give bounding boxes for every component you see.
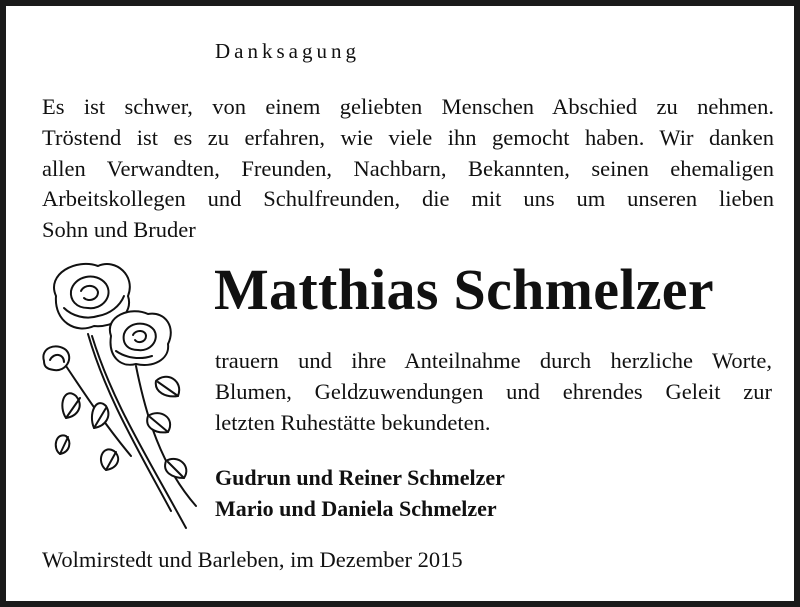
intro-line: allen Verwandten, Freunden, Nachbarn, Bekannten, seinen ehemaligen	[42, 155, 774, 181]
intro-line: Tröstend ist es zu erfahren, wie viele ihn gemocht haben. Wir danken	[42, 124, 774, 150]
thanks-paragraph	[215, 345, 772, 438]
roses-illustration-icon	[36, 256, 206, 541]
thanks-line: letzten Ruhestätte bekundeten.	[215, 410, 491, 435]
heading-danksagung: Danksagung	[215, 39, 360, 63]
signer-line: Gudrun und Reiner Schmelzer	[215, 465, 505, 490]
signers-block	[215, 462, 505, 524]
intro-line: Es ist schwer, von einem geliebten Menschen Abschied zu nehmen.	[42, 94, 774, 119]
thanks-line: Blumen, Geldzuwendungen und ehrendes Geleit zur	[215, 379, 772, 404]
intro-line: Sohn und Bruder	[42, 217, 196, 243]
thanks-line: trauern und ihre Anteilnahme durch herzliche Worte,	[215, 348, 772, 373]
intro-line: Arbeitskollegen und Schulfreunden, die mit uns um unseren lieben	[42, 186, 774, 212]
deceased-name: Matthias Schmelzer	[214, 257, 714, 322]
signer-line: Mario und Daniela Schmelzer	[215, 496, 497, 521]
place-date: Wolmirstedt und Barleben, im Dezember 2015	[42, 547, 463, 572]
intro-paragraph	[42, 92, 774, 246]
